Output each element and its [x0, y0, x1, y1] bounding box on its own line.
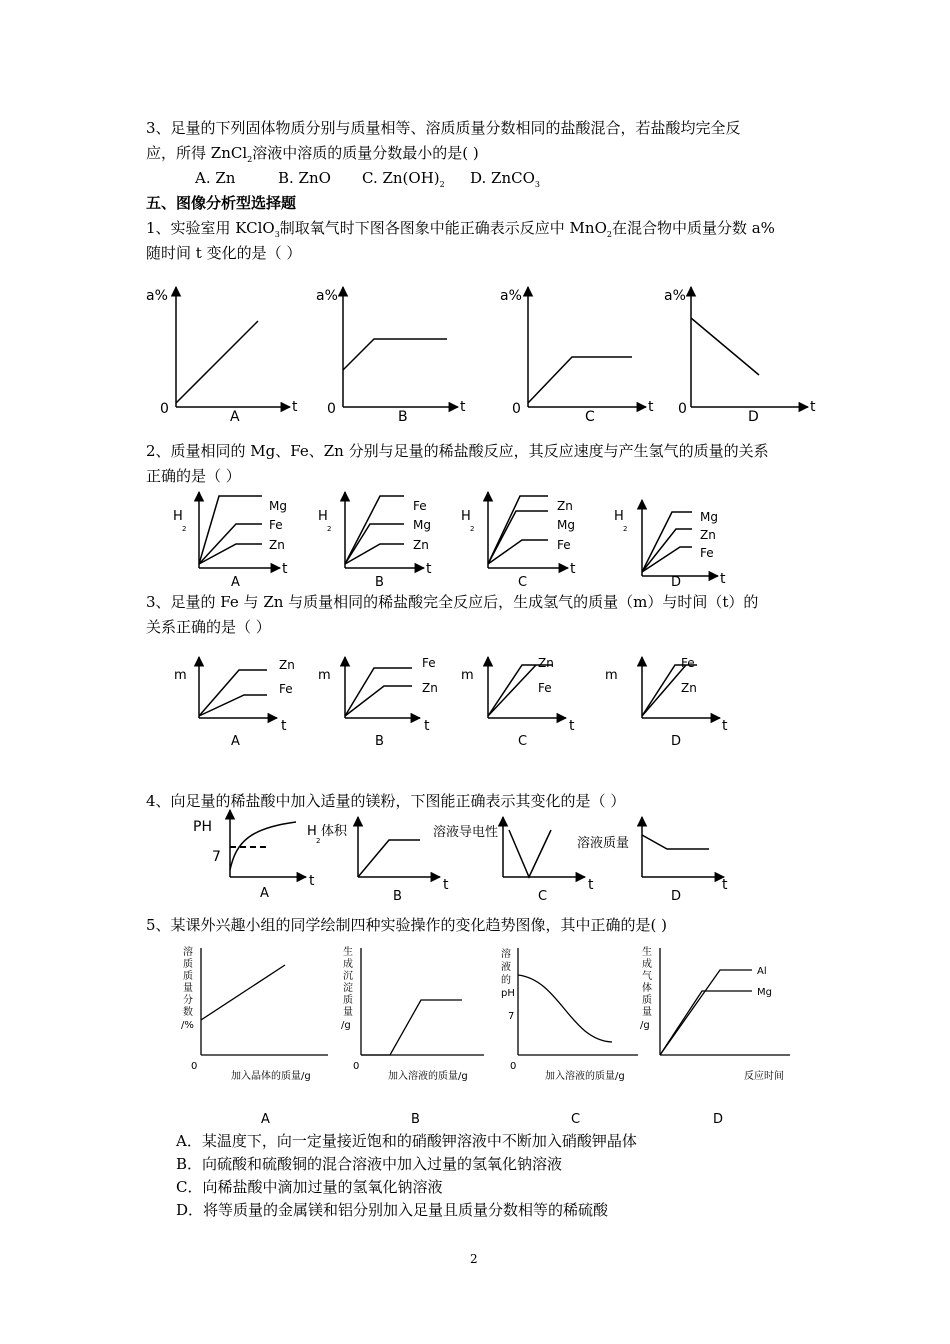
svg-text:质: 质: [183, 971, 193, 982]
q2-c-y-sub: 2: [470, 525, 475, 533]
q4-d-y-label: 溶液质量: [577, 836, 630, 851]
q3-prev-option-b: B. ZnO: [278, 169, 331, 187]
q4-graph-c: [503, 817, 585, 877]
q2-c-series-2: Mg: [557, 518, 575, 532]
q3-prev-line1: 3、足量的下列固体物质分别与质量相等、溶质质量分数相同的盐酸混合，若盐酸均完全反: [146, 119, 741, 137]
q4-a-seven: 7: [212, 849, 221, 865]
q3-line2: 关系正确的是（ ）: [146, 618, 271, 636]
svg-text:成: 成: [642, 959, 652, 970]
q2-c-series-3: Fe: [557, 538, 571, 552]
q5-option-d: D．将等质量的金属镁和铝分别加入足量且质量分数相等的稀硫酸: [176, 1201, 609, 1219]
svg-text:溶: 溶: [501, 949, 511, 960]
q1-b-origin: 0: [327, 401, 336, 417]
q5-graph-c: [518, 948, 638, 1055]
q3-d-x-label: t: [722, 718, 728, 734]
svg-text:体: 体: [642, 983, 652, 994]
svg-text:生: 生: [343, 947, 353, 958]
q2-a-series-1: Mg: [269, 499, 287, 513]
svg-text:淀: 淀: [343, 983, 353, 994]
q1-d-x-label: t: [810, 399, 816, 415]
q1-graph-c: [528, 287, 646, 407]
svg-text:分: 分: [183, 995, 193, 1006]
q2-d-series-1: Mg: [700, 510, 718, 524]
q3-a-y-label: m: [174, 668, 187, 683]
q5-option-c: C．向稀盐酸中滴加过量的氢氧化钠溶液: [176, 1178, 443, 1196]
q5-c-x-label: 加入溶液的质量/g: [545, 1071, 625, 1082]
q4-graph-b: [358, 817, 440, 877]
q4-c-caption: C: [538, 889, 548, 904]
svg-text:溶: 溶: [183, 947, 193, 958]
svg-text:量: 量: [343, 1007, 353, 1018]
q3-prev-option-a: A. Zn: [195, 169, 236, 187]
q3-prev-option-d: D. ZnCO$_3$: [470, 169, 540, 189]
q4-b-y-label-rest: 体积: [321, 824, 348, 839]
q5-d-x-label: 反应时间: [744, 1071, 784, 1082]
q2-c-caption: C: [518, 575, 528, 590]
q2-b-y-label: H: [318, 509, 328, 524]
q3-a-x-label: t: [281, 718, 287, 734]
svg-text:质: 质: [183, 959, 193, 970]
q5-c-y-label: [501, 947, 515, 999]
svg-text:/g: /g: [341, 1020, 351, 1031]
q3-d-series-2: Zn: [681, 681, 697, 695]
q5-d-caption: D: [713, 1112, 724, 1127]
q4-c-x-label: t: [588, 877, 594, 893]
q3-c-caption: C: [518, 734, 528, 749]
q4-d-caption: D: [671, 889, 682, 904]
q1-d-caption: D: [748, 409, 759, 425]
q3-prev-line2: 应，所得 ZnCl$_2$溶液中溶质的质量分数最小的是( ): [146, 144, 479, 164]
svg-text:生: 生: [642, 947, 652, 958]
svg-text:pH: pH: [501, 988, 515, 999]
q5-line1: 5、某课外兴趣小组的同学绘制四种实验操作的变化趋势图像，其中正确的是( ): [146, 916, 668, 934]
q2-b-series-1: Fe: [413, 499, 427, 513]
svg-text:/%: /%: [181, 1020, 194, 1031]
q4-graph-d: [642, 817, 724, 877]
q2-line1: 2、质量相同的 Mg、Fe、Zn 分别与足量的稀盐酸反应，其反应速度与产生氢气的质量的关系: [146, 442, 769, 460]
q3-b-series-1: Fe: [422, 656, 436, 670]
q3-b-series-2: Zn: [422, 681, 438, 695]
q2-c-x-label: t: [570, 561, 576, 577]
q2-graph-c: [488, 492, 568, 568]
q5-b-x-label: 加入溶液的质量/g: [388, 1071, 468, 1082]
q5-c-seven: 7: [508, 1011, 515, 1022]
q5-a-y-label: [181, 945, 194, 1031]
q5-a-origin: 0: [191, 1061, 198, 1072]
q2-b-series-2: Mg: [413, 518, 431, 532]
q2-graph-a: [199, 492, 280, 568]
q2-a-y-label: H: [173, 509, 183, 524]
q2-b-x-label: t: [426, 561, 432, 577]
q3-d-series-1: Fe: [681, 656, 695, 670]
q5-c-origin: 0: [510, 1061, 517, 1072]
q4-b-y-label-sub: 2: [316, 837, 321, 845]
q4-d-x-label: t: [722, 877, 728, 893]
q3-b-caption: B: [375, 734, 384, 749]
q3-c-series-2: Fe: [538, 681, 552, 695]
q1-b-caption: B: [398, 409, 408, 425]
q2-d-y-sub: 2: [623, 525, 628, 533]
q1-c-origin: 0: [512, 401, 521, 417]
q4-line1: 4、向足量的稀盐酸中加入适量的镁粉，下图能正确表示其变化的是（ ）: [146, 792, 626, 810]
q2-a-series-2: Fe: [269, 518, 283, 532]
q5-b-y-label: [341, 945, 353, 1031]
svg-text:质: 质: [642, 995, 652, 1006]
q1-d-y-label: a%: [664, 288, 686, 304]
q5-option-b: B．向硫酸和硫酸铜的混合溶液中加入过量的氢氧化钠溶液: [176, 1155, 563, 1173]
svg-text:沉: 沉: [343, 971, 353, 982]
q3-prev-option-c: C. $Zn(OH)_2$: [362, 169, 445, 189]
q3-d-caption: D: [671, 734, 682, 749]
svg-text:/g: /g: [640, 1020, 650, 1031]
q3-c-x-label: t: [569, 718, 575, 734]
q3-d-y-label: m: [605, 668, 618, 683]
q2-b-caption: B: [375, 575, 384, 590]
q2-a-x-label: t: [282, 561, 288, 577]
q5-option-a: A．某温度下，向一定量接近饱和的硝酸钾溶液中不断加入硝酸钾晶体: [176, 1132, 637, 1150]
q1-line2: 随时间 t 变化的是（ ）: [146, 244, 302, 262]
q5-graph-a: [201, 948, 328, 1055]
q2-d-x-label: t: [720, 571, 726, 587]
svg-text:液: 液: [501, 962, 511, 973]
q3-b-y-label: m: [318, 668, 331, 683]
q3-b-x-label: t: [424, 718, 430, 734]
q1-line1: 1、实验室用 KClO$_3$制取氧气时下图各图象中能正确表示反应中 MnO$_2$在混合物中质量分数 a%: [146, 219, 775, 239]
q2-c-y-label: H: [461, 509, 471, 524]
q1-c-y-label: a%: [500, 288, 522, 304]
q3-a-caption: A: [231, 734, 240, 749]
svg-text:量: 量: [642, 1007, 652, 1018]
q5-graph-b: [361, 948, 484, 1055]
q1-b-x-label: t: [460, 399, 466, 415]
q3-graph-b: [345, 657, 420, 718]
q4-a-caption: A: [260, 886, 269, 901]
q3-a-series-1: Zn: [279, 658, 295, 672]
svg-text:的: 的: [501, 975, 511, 986]
q5-a-caption: A: [261, 1112, 270, 1127]
q4-graph-a: [230, 810, 306, 877]
q3-c-series-1: Zn: [538, 656, 554, 670]
q3-graph-a: [199, 657, 277, 718]
q4-b-y-label-h: H: [307, 824, 317, 839]
q5-c-caption: C: [571, 1112, 581, 1127]
q4-b-caption: B: [393, 889, 402, 904]
q1-graph-b: [343, 287, 458, 407]
q4-a-x-label: t: [309, 873, 315, 889]
q2-d-y-label: H: [614, 509, 624, 524]
q2-a-series-3: Zn: [269, 538, 285, 552]
q2-d-series-2: Zn: [700, 528, 716, 542]
q4-a-y-label: PH: [193, 819, 212, 835]
q1-b-y-label: a%: [316, 288, 338, 304]
q4-b-x-label: t: [443, 877, 449, 893]
q4-c-y-label: 溶液导电性: [433, 825, 499, 840]
q2-line2: 正确的是（ ）: [146, 467, 241, 485]
q2-d-caption: D: [671, 575, 682, 590]
q1-c-caption: C: [585, 409, 595, 425]
svg-text:数: 数: [183, 1007, 193, 1018]
q1-graph-a: [176, 287, 290, 407]
q5-d-series-al: Al: [757, 966, 767, 977]
q2-a-y-sub: 2: [182, 525, 187, 533]
q3-c-y-label: m: [461, 668, 474, 683]
section-title: 五、图像分析型选择题: [146, 194, 297, 212]
svg-text:质: 质: [343, 995, 353, 1006]
q2-a-caption: A: [231, 575, 240, 590]
svg-text:量: 量: [183, 983, 193, 994]
q1-d-origin: 0: [678, 401, 687, 417]
q3-line1: 3、足量的 Fe 与 Zn 与质量相同的稀盐酸完全反应后，生成氢气的质量（m）与时间（t）的: [146, 593, 759, 611]
q3-graph-c: [488, 657, 566, 718]
q1-a-x-label: t: [292, 399, 298, 415]
page-number: 2: [470, 1252, 478, 1266]
q2-b-y-sub: 2: [327, 525, 332, 533]
svg-text:成: 成: [343, 959, 353, 970]
q1-a-y-label: a%: [146, 288, 168, 304]
q5-a-x-label: 加入晶体的质量/g: [231, 1071, 311, 1082]
svg-text:气: 气: [642, 971, 652, 982]
q5-b-origin: 0: [353, 1061, 360, 1072]
q2-d-series-3: Fe: [700, 546, 714, 560]
q5-graph-d: [660, 948, 790, 1055]
q5-d-y-label: [640, 945, 652, 1031]
q1-c-x-label: t: [648, 399, 654, 415]
q5-d-series-mg: Mg: [757, 987, 772, 998]
q1-a-caption: A: [230, 409, 240, 425]
q2-b-series-3: Zn: [413, 538, 429, 552]
q3-a-series-2: Fe: [279, 682, 293, 696]
q1-graph-d: [691, 287, 808, 407]
q1-a-origin: 0: [160, 401, 169, 417]
q5-b-caption: B: [411, 1112, 420, 1127]
q2-c-series-1: Zn: [557, 499, 573, 513]
